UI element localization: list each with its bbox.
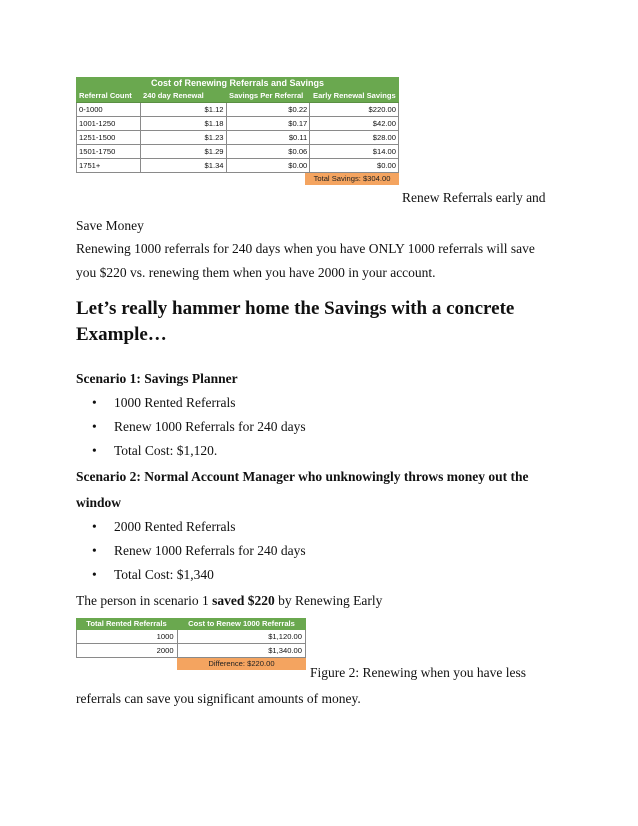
- table-cell: $1.18: [141, 117, 227, 130]
- figure-2-caption-line-1: Figure 2: Renewing when you have less: [310, 665, 526, 680]
- table-cell: 0-1000: [77, 103, 141, 116]
- figure-1-caption-line-1: Renew Referrals early and: [402, 190, 546, 205]
- table-row: [76, 103, 399, 117]
- paragraph-line-2: you $220 vs. renewing them when you have 2000 in your account.: [76, 265, 436, 280]
- comparison-table: [76, 618, 306, 670]
- bullet-icon: •: [92, 567, 97, 582]
- savings-table-title: Cost of Renewing Referrals and Savings: [76, 77, 399, 90]
- table-cell: $0.22: [227, 103, 311, 116]
- list-item: Total Cost: $1,340: [114, 567, 214, 582]
- table-cell: $1,340.00: [178, 644, 306, 657]
- list-item: Total Cost: $1,120.: [114, 443, 218, 458]
- table-cell: $0.17: [227, 117, 311, 130]
- list-item: 2000 Rented Referrals: [114, 519, 236, 534]
- conclusion-text-after: by Renewing Early: [274, 593, 383, 608]
- table-cell: $0.06: [227, 145, 311, 158]
- table-cell: $0.11: [227, 131, 311, 144]
- difference-badge: Difference: $220.00: [177, 658, 306, 670]
- table-cell: $14.00: [310, 145, 399, 158]
- table-row: [76, 131, 399, 145]
- table-row: [76, 117, 399, 131]
- scenario-2-title-line-1: Scenario 2: Normal Account Manager who unknowingly throws money out the: [76, 469, 529, 484]
- header-total-rented-referrals: Total Rented Referrals: [86, 619, 167, 628]
- conclusion-savings-amount: saved $220: [212, 593, 275, 608]
- table-cell: $1,120.00: [178, 630, 306, 643]
- list-item: 1000 Rented Referrals: [114, 395, 236, 410]
- header-referral-count: Referral Count: [79, 91, 132, 100]
- conclusion-sentence: [76, 592, 382, 610]
- table-cell: $220.00: [310, 103, 399, 116]
- conclusion-text-before: The person in scenario 1: [76, 593, 213, 608]
- table-cell: 1751+: [77, 159, 141, 172]
- section-heading-line-1: Let’s really hammer home the Savings with a concrete: [76, 298, 515, 319]
- table-cell: $0.00: [310, 159, 399, 172]
- table-cell: $42.00: [310, 117, 399, 130]
- table-row: [76, 145, 399, 159]
- list-item: Renew 1000 Referrals for 240 days: [114, 543, 306, 558]
- table-cell: $1.29: [141, 145, 227, 158]
- table-cell: $1.34: [141, 159, 227, 172]
- comparison-table-header: [76, 618, 306, 630]
- table-row: [76, 644, 306, 658]
- header-240-day-renewal: 240 day Renewal: [143, 91, 204, 100]
- table-cell: 1501-1750: [77, 145, 141, 158]
- table-cell: $1.23: [141, 131, 227, 144]
- bullet-icon: •: [92, 543, 97, 558]
- figure-1-caption-line-2: Save Money: [76, 218, 144, 233]
- header-savings-per-referral: Savings Per Referral: [229, 91, 304, 100]
- bullet-icon: •: [92, 443, 97, 458]
- total-savings-badge: Total Savings: $304.00: [305, 173, 399, 185]
- table-cell: $28.00: [310, 131, 399, 144]
- table-cell: $0.00: [227, 159, 311, 172]
- savings-table-header: [76, 90, 399, 103]
- table-cell: 1000: [77, 630, 178, 643]
- section-heading-line-2: Example…: [76, 324, 167, 345]
- list-item: Renew 1000 Referrals for 240 days: [114, 419, 306, 434]
- bullet-icon: •: [92, 519, 97, 534]
- table-cell: 1251-1500: [77, 131, 141, 144]
- figure-2-caption-line-2: referrals can save you significant amounts of money.: [76, 691, 361, 706]
- table-row: [76, 159, 399, 173]
- table-cell: 2000: [77, 644, 178, 657]
- header-cost-to-renew: Cost to Renew 1000 Referrals: [188, 619, 295, 628]
- table-cell: 1001-1250: [77, 117, 141, 130]
- savings-table: [76, 77, 399, 185]
- section-heading: [76, 296, 546, 348]
- paragraph-line-1: Renewing 1000 referrals for 240 days when you have ONLY 1000 referrals will save: [76, 241, 535, 256]
- scenario-1-title: Scenario 1: Savings Planner: [76, 371, 238, 386]
- table-row: [76, 630, 306, 644]
- scenario-2-title-line-2: window: [76, 495, 122, 510]
- bullet-icon: •: [92, 419, 97, 434]
- bullet-icon: •: [92, 395, 97, 410]
- header-early-renewal-savings: Early Renewal Savings: [313, 91, 396, 100]
- table-cell: $1.12: [141, 103, 227, 116]
